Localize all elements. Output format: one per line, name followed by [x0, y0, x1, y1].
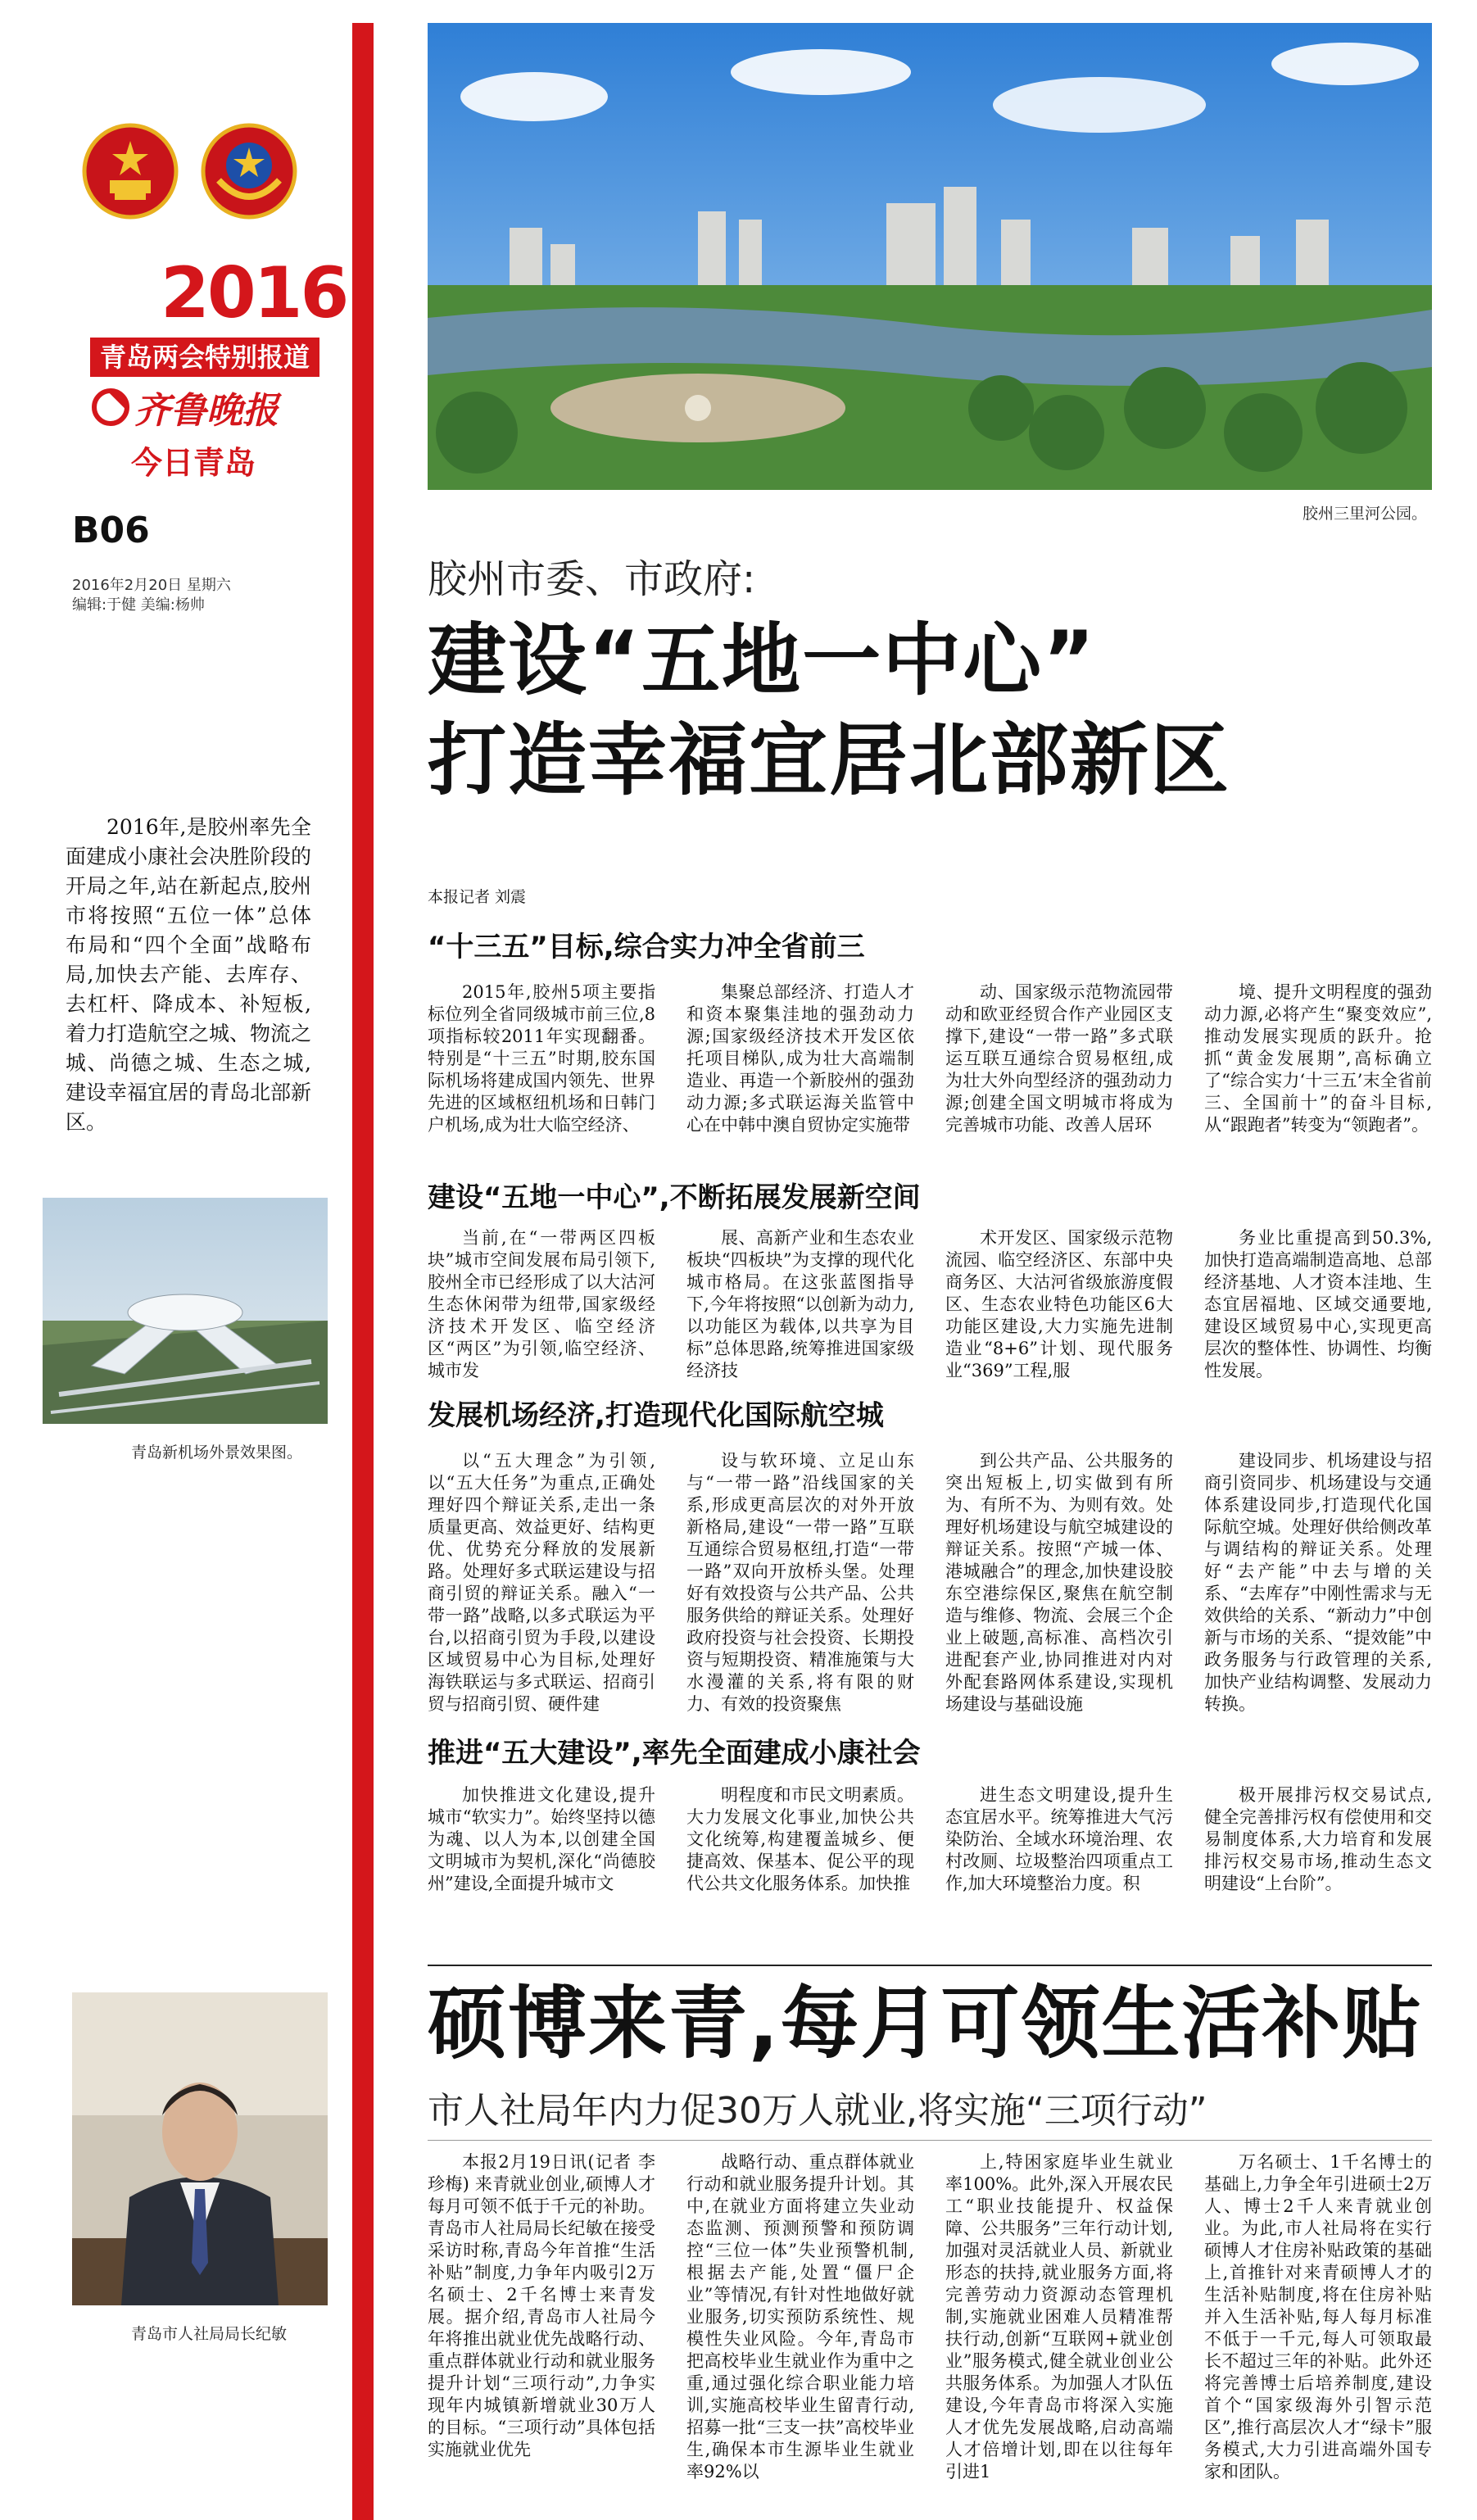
- text-column: 加快推进文化建设,提升城市“软实力”。始终坚持以德为魂、以人为本,以创建全国文明城市为契机,深化“尚德胶州”建设,全面提升城市文: [428, 1785, 655, 1893]
- text-column: 建设同步、机场建设与招商引资同步、机场建设与交通体系建设同步,打造现代化国际航空城。处理好供给侧改革与调结构的辩证关系。处理好“去产能”中去与增的关系、“去库存”中刚性需求与无效供给的关系、“新动力”中创新与市场的关系、“提效能”中政务服务与行政管理的关系,加快产业结构调整、发展动力转换。: [1204, 1451, 1432, 1714]
- article2-subhead: 市人社局年内力促30万人就业,将实施“三项行动”: [428, 2090, 1207, 2132]
- paper-name: 齐鲁晚报: [134, 390, 279, 432]
- section-heading: 发展机场经济,打造现代化国际航空城: [428, 1399, 884, 1432]
- year-label: 2016: [161, 252, 347, 334]
- text-column: 设与软环境、立足山东与“一带一路”沿线国家的关系,形成更高层次的对外开放新格局,建设“一带一路”互联互通综合贸易枢纽,打造“一带一路”双向开放桥头堡。处理好有效投资与公共产品、公共服务供给的辩证关系。处理好政府投资与社会投资、长期投资与短期投资、精准施策与大水漫灌的关系,将有限的财力、有效的投资聚焦: [686, 1451, 914, 1714]
- text-column: 以“五大理念”为引领,以“五大任务”为重点,正确处理好四个辩证关系,走出一条质量更高、效益更好、结构更优、优势充分释放的发展新路。处理好多式联运建设与招商引贸的辩证关系。融入“一带一路”战略,以多式联运为平台,以招商引贸为手段,以建设区域贸易中心为目标,处理好海铁联运与多式联运、招商引贸与招商引贸、硬件建: [428, 1451, 655, 1714]
- paper-logo-icon: [92, 388, 129, 426]
- text-column: 术开发区、国家级示范物流园、临空经济区、东部中央商务区、大沽河省级旅游度假区、生态农业特色功能区6大功能区建设,大力实施先进制造业“8+6”计划、现代服务业“369”工程,服: [945, 1228, 1173, 1380]
- park-photo-caption: 胶州三里河公园。: [1303, 505, 1428, 523]
- headline-line2: 打造幸福宜居北部新区: [428, 714, 1230, 806]
- section-body: [428, 1784, 1432, 1945]
- text-column: 境、提升文明程度的强劲动力源,必将产生“聚变效应”,推动发展实现质的跃升。抢抓“黄金发展期”,高标确立了“综合实力‘十三五’末全省前三、全国前十”的奋斗目标,从“跟跑者”转变为“领跑者”。: [1204, 982, 1432, 1135]
- special-report-banner: 青岛两会特别报道: [90, 338, 319, 377]
- article-kicker: 胶州市委、市政府:: [428, 556, 756, 602]
- text-column: 2015年,胶州5项主要指标位列全省同级城市前三位,8项指标较2011年实现翻番。特别是“十三五”时期,胶东国际机场将建成国内领先、世界先进的区域枢纽机场和日韩门户机场,成为壮大临空经济、: [428, 982, 655, 1135]
- text-column: 到公共产品、公共服务的突出短板上,切实做到有所为、有所不为、为则有效。处理好机场建设与航空城建设的辩证关系。按照“产城一体、港城融合”的理念,加快建设胶东空港综保区,聚焦在航空制造与维修、物流、会展三个企业上破题,高标准、高档次引进配套产业,协同推进对内对外配套路网体系建设,实现机场建设与基础设施: [945, 1451, 1173, 1714]
- red-divider-bar: [352, 23, 374, 2520]
- official-caption: 青岛市人社局局长纪敏: [131, 2325, 288, 2343]
- text-column: 动、国家级示范物流园带动和欧亚经贸合作产业园区支撑下,建设“一带一路”多式联运互联互通综合贸易枢纽,成为壮大外向型经济的强劲动力源;创建全国文明城市将成为完善城市功能、改善人居环: [945, 982, 1173, 1135]
- intro-paragraph: 2016年,是胶州率先全面建成小康社会决胜阶段的开局之年,站在新起点,胶州市将按照“五位一体”总体布局和“四个全面”战略布局,加快去产能、去库存、去杠杆、降成本、补短板,着力打造航空之城、物流之城、尚德之城、生态之城,建设幸福宜居的青岛北部新区。: [66, 815, 312, 1134]
- airport-photo: [43, 1198, 328, 1424]
- section-body: [428, 1227, 1432, 1393]
- page-number: B06: [72, 510, 150, 551]
- text-column: 万名硕士、1千名博士的基础上,力争全年引进硕士2万人、博士2千人来青就业创业。为此,市人社局将在实行硕博人才住房补贴政策的基础上,首推针对来青硕博人才的生活补贴制度,将在住房补贴并入生活补贴,每人每月标准不低于一千元,每人可领取最长不超过三年的补贴。此外还将完善博士后培养制度,建设首个“国家级海外引智示范区”,推行高层次人才“绿卡”服务模式,大力引进高端外国专家和团队。: [1204, 2152, 1432, 2481]
- text-column: 本报2月19日讯(记者 李珍梅) 来青就业创业,硕博人才每月可领不低于千元的补助。青岛市人社局局长纪敏在接受采访时称,青岛今年首推“生活补贴”制度,力争年内吸引2万名硕士、2千名博士来青发展。据介绍,青岛市人社局今年将推出就业优先战略行动、重点群体就业行动和就业服务提升计划“三项行动”,力争实现年内城镇新增就业30万人的目标。“三项行动”具体包括实施就业优先: [428, 2152, 655, 2459]
- text-column: 当前,在“一带两区四板块”城市空间发展布局引领下,胶州全市已经形成了以大沽河生态休闲带为纽带,国家级经济技术开发区、临空经济区“两区”为引领,临空经济、城市发: [428, 1228, 655, 1380]
- text-column: 展、高新产业和生态农业板块“四板块”为支撑的现代化城市格局。在这张蓝图指导下,今年将按照“以创新为动力,以功能区为载体,以共享为目标”总体思路,统筹推进国家级经济技: [686, 1228, 914, 1380]
- text-column: 战略行动、重点群体就业行动和就业服务提升计划。其中,在就业方面将建立失业动态监测、预测预警和预防调控“三位一体”失业预警机制,根据去产能,处置“僵尸企业”等情况,有针对性地做好就业服务,切实预防系统性、规模性失业风险。今年,青岛市把高校毕业生就业作为重中之重,通过强化综合职业能力培训,实施高校毕业生留青行动,招募一批“三支一扶”高校毕业生,确保本市生源毕业生就业率92%以: [686, 2152, 914, 2481]
- date-line: 2016年2月20日 星期六: [72, 577, 231, 594]
- cppcc-emblem-icon: [201, 123, 297, 220]
- paper-logo: [92, 385, 329, 432]
- national-emblem-icon: [82, 123, 179, 220]
- section-heading: 推进“五大建设”,率先全面建成小康社会: [428, 1737, 921, 1770]
- text-column: 集聚总部经济、打造人才和资本聚集洼地的强劲动力源;国家级经济技术开发区依托项目梯队,成为壮大高端制造业、再造一个新胶州的强劲动力源;多式联运海关监管中心在中韩中澳自贸协定实施带: [686, 982, 914, 1135]
- article-divider: [428, 1965, 1432, 1966]
- byline: 本报记者 刘震: [428, 888, 527, 906]
- section-heading: “十三五”目标,综合实力冲全省前三: [428, 931, 865, 963]
- text-column: 极开展排污权交易试点,健全完善排污权有偿使用和交易制度体系,大力培育和发展排污权交易市场,推动生态文明建设“上台阶”。: [1204, 1785, 1432, 1893]
- airport-caption: 青岛新机场外景效果图。: [131, 1444, 303, 1462]
- text-column: 明程度和市民文明素质。大力发展文化事业,加快公共文化统筹,构建覆盖城乡、便捷高效、保基本、促公平的现代公共文化服务体系。加快推: [686, 1785, 914, 1893]
- article2-headline: 硕博来青,每月可领生活补贴: [428, 1978, 1423, 2069]
- park-photo: [428, 23, 1432, 490]
- headline-line1: 建设“五地一中心”: [428, 614, 1097, 706]
- section-body: [428, 981, 1432, 1172]
- official-portrait: [72, 1992, 328, 2305]
- section-label: 今日青岛: [131, 445, 256, 481]
- section-heading: 建设“五地一中心”,不断拓展发展新空间: [428, 1181, 921, 1214]
- subhead-rule: [428, 2140, 1432, 2141]
- text-column: 上,特困家庭毕业生就业率100%。此外,深入开展农民工“职业技能提升、权益保障、公共服务”三年行动计划,加强对灵活就业人员、新就业形态的扶持,就业服务方面,将完善劳动力资源动态管理机制,实施就业困难人员精准帮扶行动,创新“互联网+就业创业”服务模式,健全就业创业公共服务体系。为加强人才队伍建设,今年青岛市将深入实施人才优先发展战略,启动高端人才倍增计划,即在以往每年引进1: [945, 2152, 1173, 2481]
- editor-line: 编辑:于健 美编:杨帅: [72, 596, 205, 614]
- text-column: 进生态文明建设,提升生态宜居水平。统筹推进大气污染防治、全域水环境治理、农村改厕、垃圾整治四项重点工作,加大环境整治力度。积: [945, 1785, 1173, 1893]
- article2-body: [428, 2151, 1432, 2509]
- text-column: 务业比重提高到50.3%,加快打造高端制造高地、总部经济基地、人才资本洼地、生态宜居福地、区域交通要地,建设区域贸易中心,实现更高层次的整体性、协调性、均衡性发展。: [1204, 1228, 1432, 1380]
